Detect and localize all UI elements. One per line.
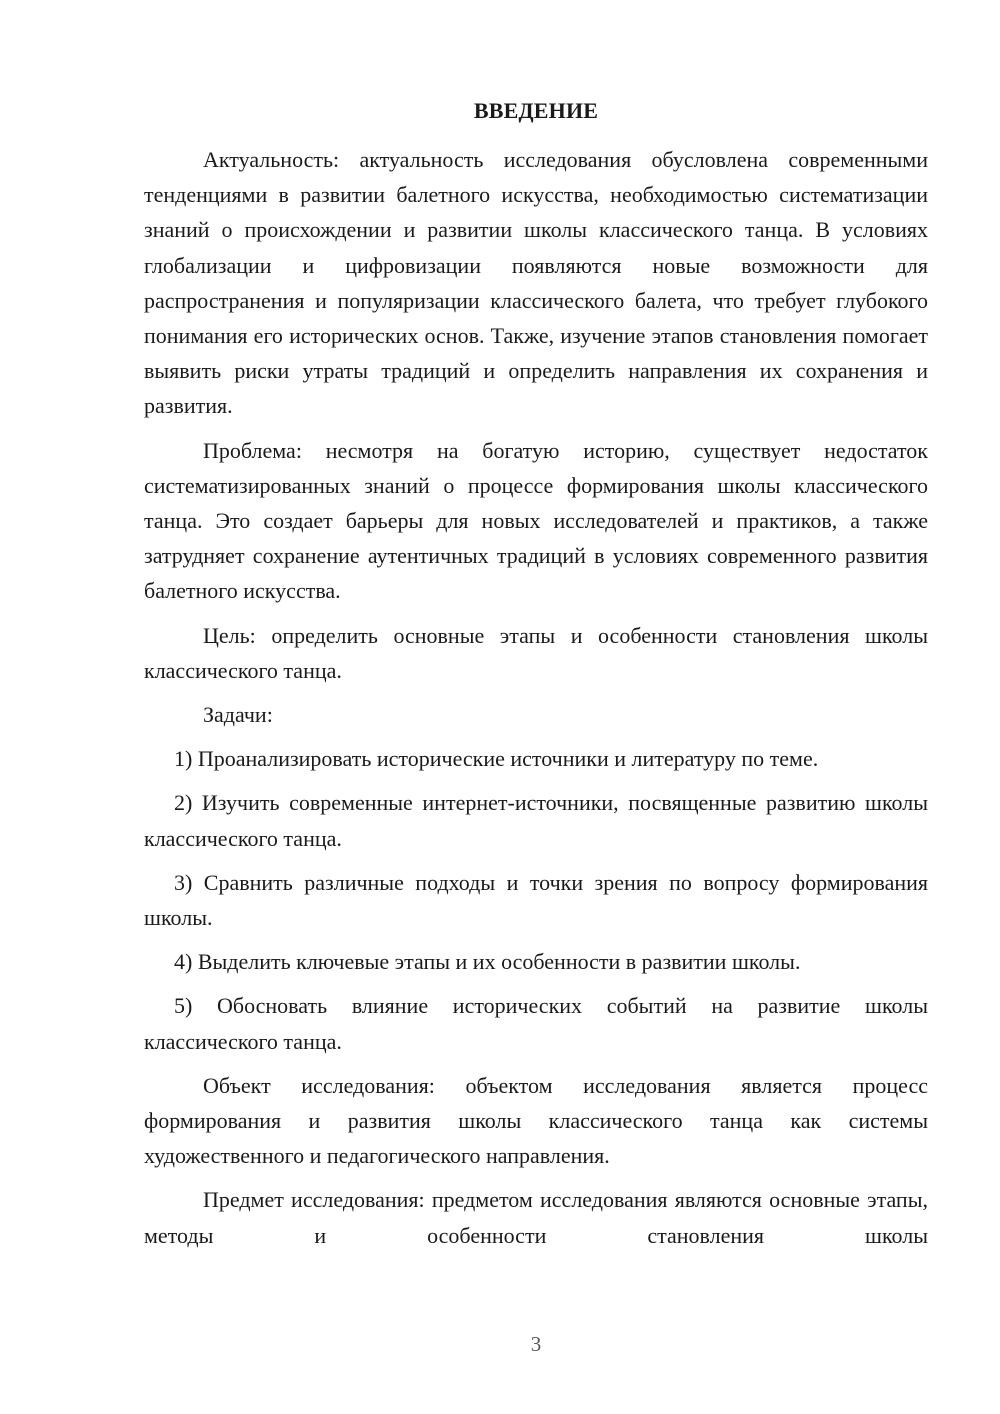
list-item-task-1: 1) Проанализировать исторические источники и литературу по теме. [174, 746, 819, 772]
paragraph-problem: Проблема: несмотря на богатую историю, существует недостаток систематизированных знаний о процессе формирования школы классического танца. Это создает барьеры для новых исследователей и практиков, а также затрудняет сохранение аутентичных традиций в условиях современного развития балетного искусства. [144, 437, 928, 604]
paragraph-object: Объект исследования: объектом исследования является процесс формирования и развития школы классического танца как системы художественного и педагогического направления. [144, 1072, 928, 1169]
paragraph-goal: Цель: определить основные этапы и особенности становления школы классического танца. [144, 622, 928, 683]
page-title: ВВЕДЕНИЕ [473, 98, 599, 123]
paragraph-tasks-heading: Задачи: [203, 702, 273, 728]
page-number: 3 [530, 1332, 542, 1356]
list-item-task-4: 4) Выделить ключевые этапы и их особенности в развитии школы. [174, 949, 801, 975]
list-item-task-5: 5) Обосновать влияние исторических событий на развитие школы классического танца. [144, 993, 928, 1054]
paragraph-subject: Предмет исследования: предметом исследования являются основные этапы, методы и особенности становления школы [144, 1187, 928, 1248]
list-item-task-3: 3) Сравнить различные подходы и точки зрения по вопросу формирования школы. [144, 869, 928, 931]
document-page [144, 94, 928, 1253]
paragraph-relevance: Актуальность: актуальность исследования обусловлена современными тенденциями в развитии балетного искусства, необходимостью систематизации знаний о происхождении и развитии школы классического танца. В условиях глобализации и цифровизации появляются новые возможности для распространения и популяризации классического балета, что требует глубокого понимания его исторических основ. Также, изучение этапов становления помогает выявить риски утраты традиций и определить направления их сохранения и развития. [144, 147, 928, 419]
list-item-task-2: 2) Изучить современные интернет-источники, посвященные развитию школы классического танца. [144, 790, 928, 851]
